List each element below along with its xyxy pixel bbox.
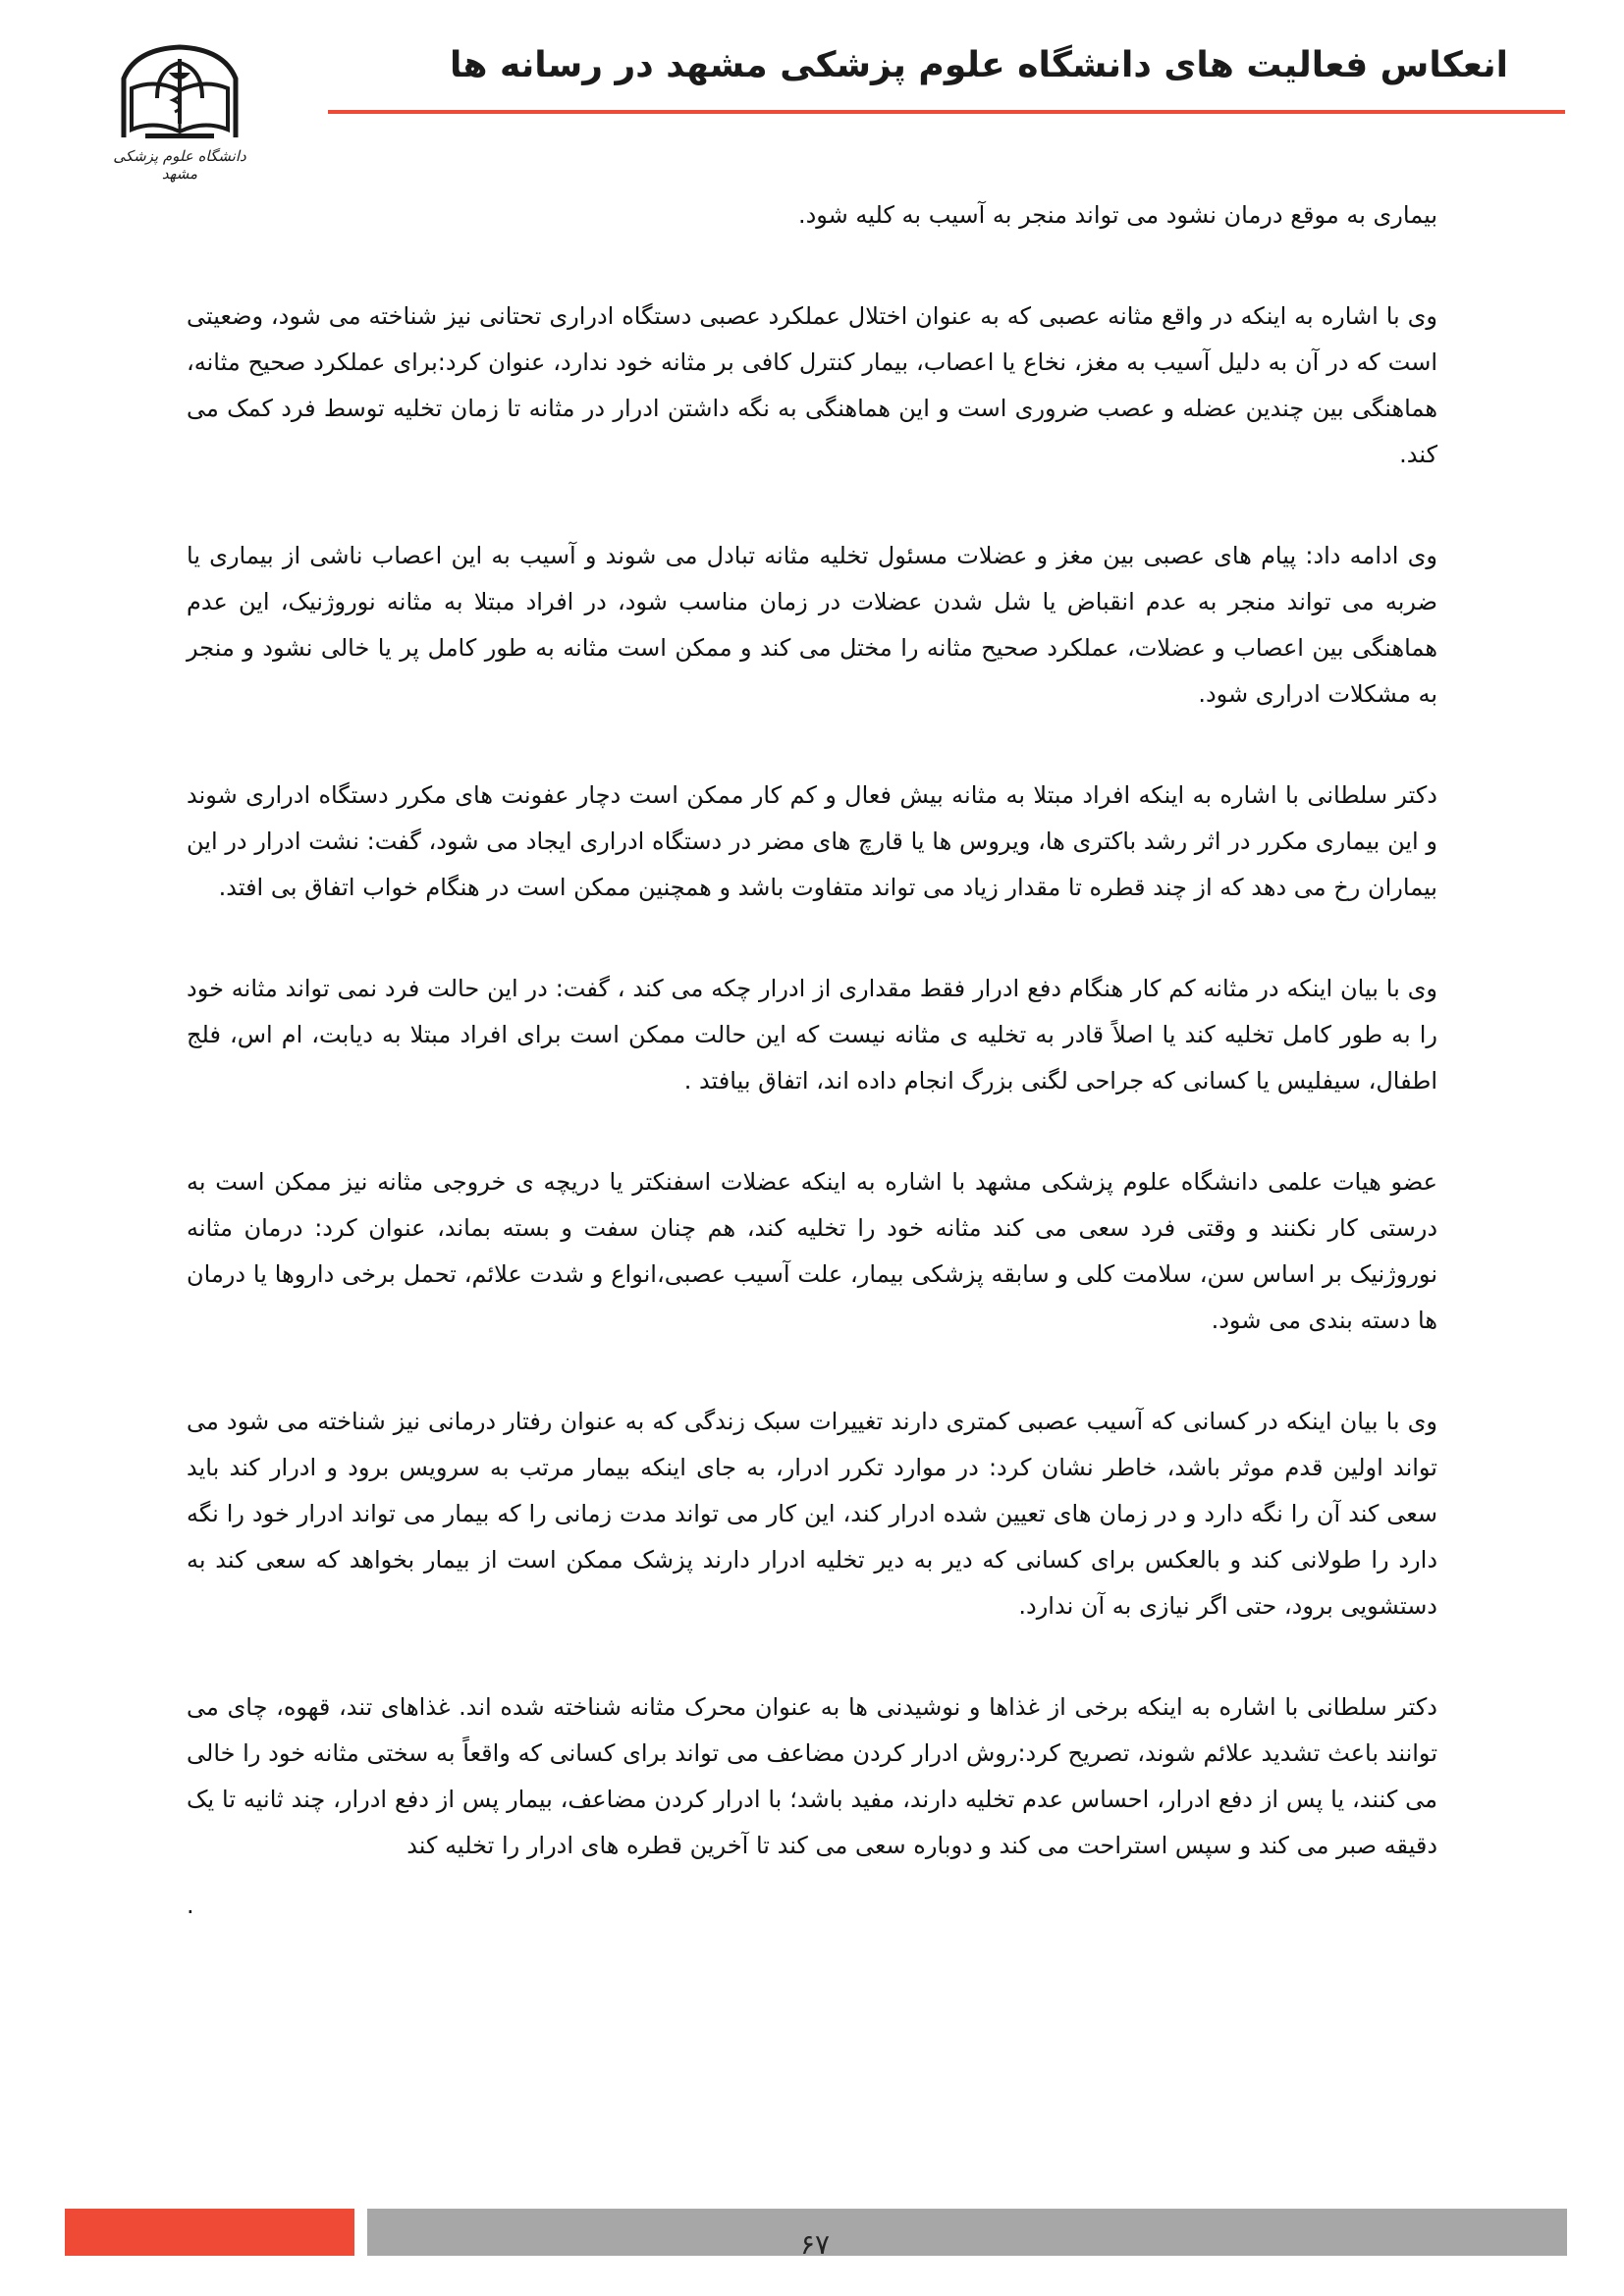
- title-underline: [328, 110, 1565, 114]
- paragraph: وی ادامه داد: پیام های عصبی بین مغز و عضلات مسئول تخلیه مثانه تبادل می شوند و آسیب به این اعصاب ناشی از بیماری یا ضربه می تواند منجر به عدم انقباض یا شل شدن عضلات در زمان مناسب شود، در افراد مبتلا به مثانه نوروژنیک، این عدم هماهنگی بین اعصاب و عضلات، عملکرد صحیح مثانه را مختل می کند و ممکن است مثانه به طور کامل پر یا خالی نشود و منجر به مشکلات ادراری شود.: [187, 542, 1437, 708]
- trailing-period: .: [187, 1892, 194, 1919]
- university-logo: [106, 39, 253, 187]
- page-number: ۶۷: [799, 2228, 831, 2261]
- paragraph: دکتر سلطانی با اشاره به اینکه برخی از غذاها و نوشیدنی ها به عنوان محرک مثانه شناخته شده اند. غذاهای تند، قهوه، چای می توانند باعث تشدید علائم شوند، تصریح کرد:روش ادرار کردن مضاعف می تواند برای کسانی که واقعاً به سختی مثانه خود را خالی می کنند، یا پس از دفع ادرار، احساس عدم تخلیه دارند، مفید باشد؛ با ادرار کردن مضاعف، بیمار پس از دفع ادرار، چند ثانیه تا یک دقیقه صبر می کند و سپس استراحت می کند و دوباره سعی می کند تا آخرین قطره های ادرار را تخلیه کند: [187, 1693, 1437, 1859]
- paragraph: بیماری به موقع درمان نشود می تواند منجر به آسیب به کلیه شود.: [797, 201, 1437, 229]
- paragraph: عضو هیات علمی دانشگاه علوم پزشکی مشهد با اشاره به اینکه عضلات اسفنکتر یا دریچه ی خروجی مثانه نیز ممکن است به درستی کار نکنند و وقتی فرد سعی می کند مثانه خود را تخلیه کند، هم چنان سفت و بسته بماند، عنوان کرد: درمان مثانه نوروژنیک بر اساس سن، سلامت کلی و سابقه پزشکی بیمار، علت آسیب عصبی،انواع و شدت علائم، تحمل برخی داروها یا درمان ها دسته بندی می شود.: [187, 1168, 1437, 1334]
- paragraph: وی با بیان اینکه در مثانه کم کار هنگام دفع ادرار فقط مقداری از ادرار چکه می کند ، گفت: در این حالت فرد نمی تواند مثانه خود را به طور کامل تخلیه کند یا اصلاً قادر به تخلیه ی مثانه نیست که این حالت ممکن است برای افراد مبتلا به دیابت، ام اس، فلج اطفال، سیفلیس یا کسانی که جراحی لگنی بزرگ انجام داده اند، اتفاق بیافتد .: [187, 975, 1437, 1095]
- logo-caption: دانشگاه علوم پزشکی مشهد: [113, 147, 246, 183]
- paragraph: وی با بیان اینکه در کسانی که آسیب عصبی کمتری دارند تغییرات سبک زندگی که به عنوان رفتار درمانی نیز شناخته می شود می تواند اولین قدم موثر باشد، خاطر نشان کرد: در موارد تکرر ادرار، به جای اینکه بیمار مرتب به سرویس برود و ادرار کند باید سعی کند آن را نگه دارد و در زمان های تعیین شده ادرار کند، این کار می تواند مدت زمانی را که بیمار می تواند ادرار خود را نگه دارد را طولانی کند و بالعکس برای کسانی که دیر به دیر تخلیه ادرار دارند پزشک ممکن است از بیمار بخواهد که سعی کند به دستشویی برود، حتی اگر نیازی به آن ندارد.: [187, 1408, 1437, 1620]
- page-title: انعکاس فعالیت های دانشگاه علوم پزشکی مشهد در رسانه ها: [449, 45, 1508, 85]
- university-emblem-icon: [106, 39, 253, 147]
- page-footer: [0, 2209, 1624, 2287]
- article-body: [187, 192, 1437, 1929]
- footer-red-bar: [65, 2209, 354, 2256]
- footer-gray-bar: [367, 2209, 1567, 2256]
- paragraph: دکتر سلطانی با اشاره به اینکه افراد مبتلا به مثانه بیش فعال و کم کار ممکن است دچار عفونت های مکرر دستگاه ادراری شوند و این بیماری مکرر در اثر رشد باکتری ها، ویروس ها یا قارچ های مضر در دستگاه ادراری ایجاد می شود، گفت: نشت ادرار در این بیماران رخ می دهد که از چند قطره تا مقدار زیاد می تواند متفاوت باشد و همچنین ممکن است در هنگام خواب اتفاق بی افتد.: [187, 781, 1437, 901]
- page-header: [0, 29, 1624, 187]
- paragraph: وی با اشاره به اینکه در واقع مثانه عصبی که به عنوان اختلال عملکرد عصبی دستگاه ادراری تحتانی نیز شناخته می شود، وضعیتی است که در آن به دلیل آسیب به مغز، نخاع یا اعصاب، بیمار کنترل کافی بر مثانه خود ندارد، عنوان کرد:برای عملکرد صحیح مثانه، هماهنگی بین چندین عضله و عصب ضروری است و این هماهنگی به نگه داشتن ادرار در مثانه تا زمان تخلیه توسط فرد کمک می کند.: [187, 302, 1437, 468]
